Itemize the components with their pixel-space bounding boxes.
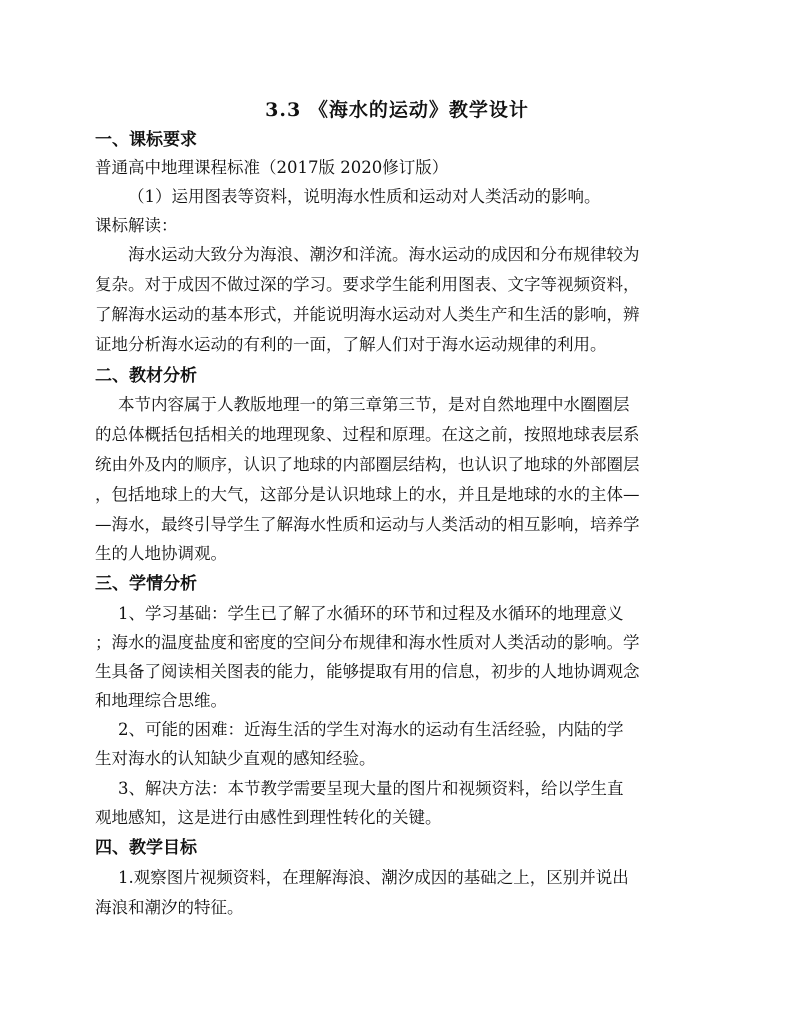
paragraph-line: 生具备了阅读相关图表的能力，能够提取有用的信息，初步的人地协调观念: [95, 662, 640, 681]
paragraph-line: 1、学习基础：学生已了解了水循环的环节和过程及水循环的地理意义: [118, 604, 624, 623]
paragraph-line: 普通高中地理课程标准（2017版 2020修订版）: [95, 158, 449, 177]
paragraph-line: 统由外及内的顺序，认识了地球的内部圈层结构，也认识了地球的外部圈层: [95, 455, 640, 474]
paragraph-line: 和地理综合思维。: [95, 691, 227, 710]
paragraph-line: 的总体概括包括相关的地理现象、过程和原理。在这之前，按照地球表层系: [95, 425, 640, 444]
paragraph-line: 证地分析海水运动的有利的一面，了解人们对于海水运动规律的利用。: [95, 335, 607, 354]
paragraph-line: 1.观察图片视频资料，在理解海浪、潮汐成因的基础之上，区别并说出: [118, 868, 629, 887]
section-heading-1: 一、课标要求: [95, 130, 197, 150]
paragraph-line: 观地感知，这是进行由感性到理性转化的关键。: [95, 808, 442, 827]
paragraph-line: 了解海水运动的基本形式，并能说明海水运动对人类生产和生活的影响，辨: [95, 305, 640, 324]
paragraph-line: ；海水的温度盐度和密度的空间分布规律和海水性质对人类活动的影响。学: [95, 633, 640, 652]
section-heading-3: 三、学情分析: [95, 574, 197, 594]
paragraph-line: 复杂。对于成因不做过深的学习。要求学生能利用图表、文字等视频资料，: [95, 275, 640, 294]
paragraph-line: 海浪和潮汐的特征。: [95, 898, 244, 917]
paragraph-line: —海水，最终引导学生了解海水性质和运动与人类活动的相互影响，培养学: [95, 515, 640, 534]
paragraph-line: 生对海水的认知缺少直观的感知经验。: [95, 749, 376, 768]
paragraph-line: 课标解读：: [95, 216, 178, 235]
document-title: 3.3 《海水的运动》教学设计: [265, 99, 529, 121]
paragraph-line: 3、解决方法：本节教学需要呈现大量的图片和视频资料，给以学生直: [118, 779, 624, 798]
section-heading-4: 四、教学目标: [95, 838, 197, 858]
paragraph-line: 本节内容属于人教版地理一的第三章第三节，是对自然地理中水圈圈层: [118, 395, 630, 414]
paragraph-line: （1）运用图表等资料，说明海水性质和运动对人类活动的影响。: [128, 187, 601, 206]
paragraph-line: 2、可能的困难：近海生活的学生对海水的运动有生活经验，内陆的学: [118, 720, 624, 739]
paragraph-line: 生的人地协调观。: [95, 544, 227, 563]
paragraph-line: 海水运动大致分为海浪、潮汐和洋流。海水运动的成因和分布规律较为: [128, 245, 640, 264]
section-heading-2: 二、教材分析: [95, 366, 197, 386]
paragraph-line: ，包括地球上的大气，这部分是认识地球上的水，并且是地球的水的主体—: [95, 485, 640, 504]
